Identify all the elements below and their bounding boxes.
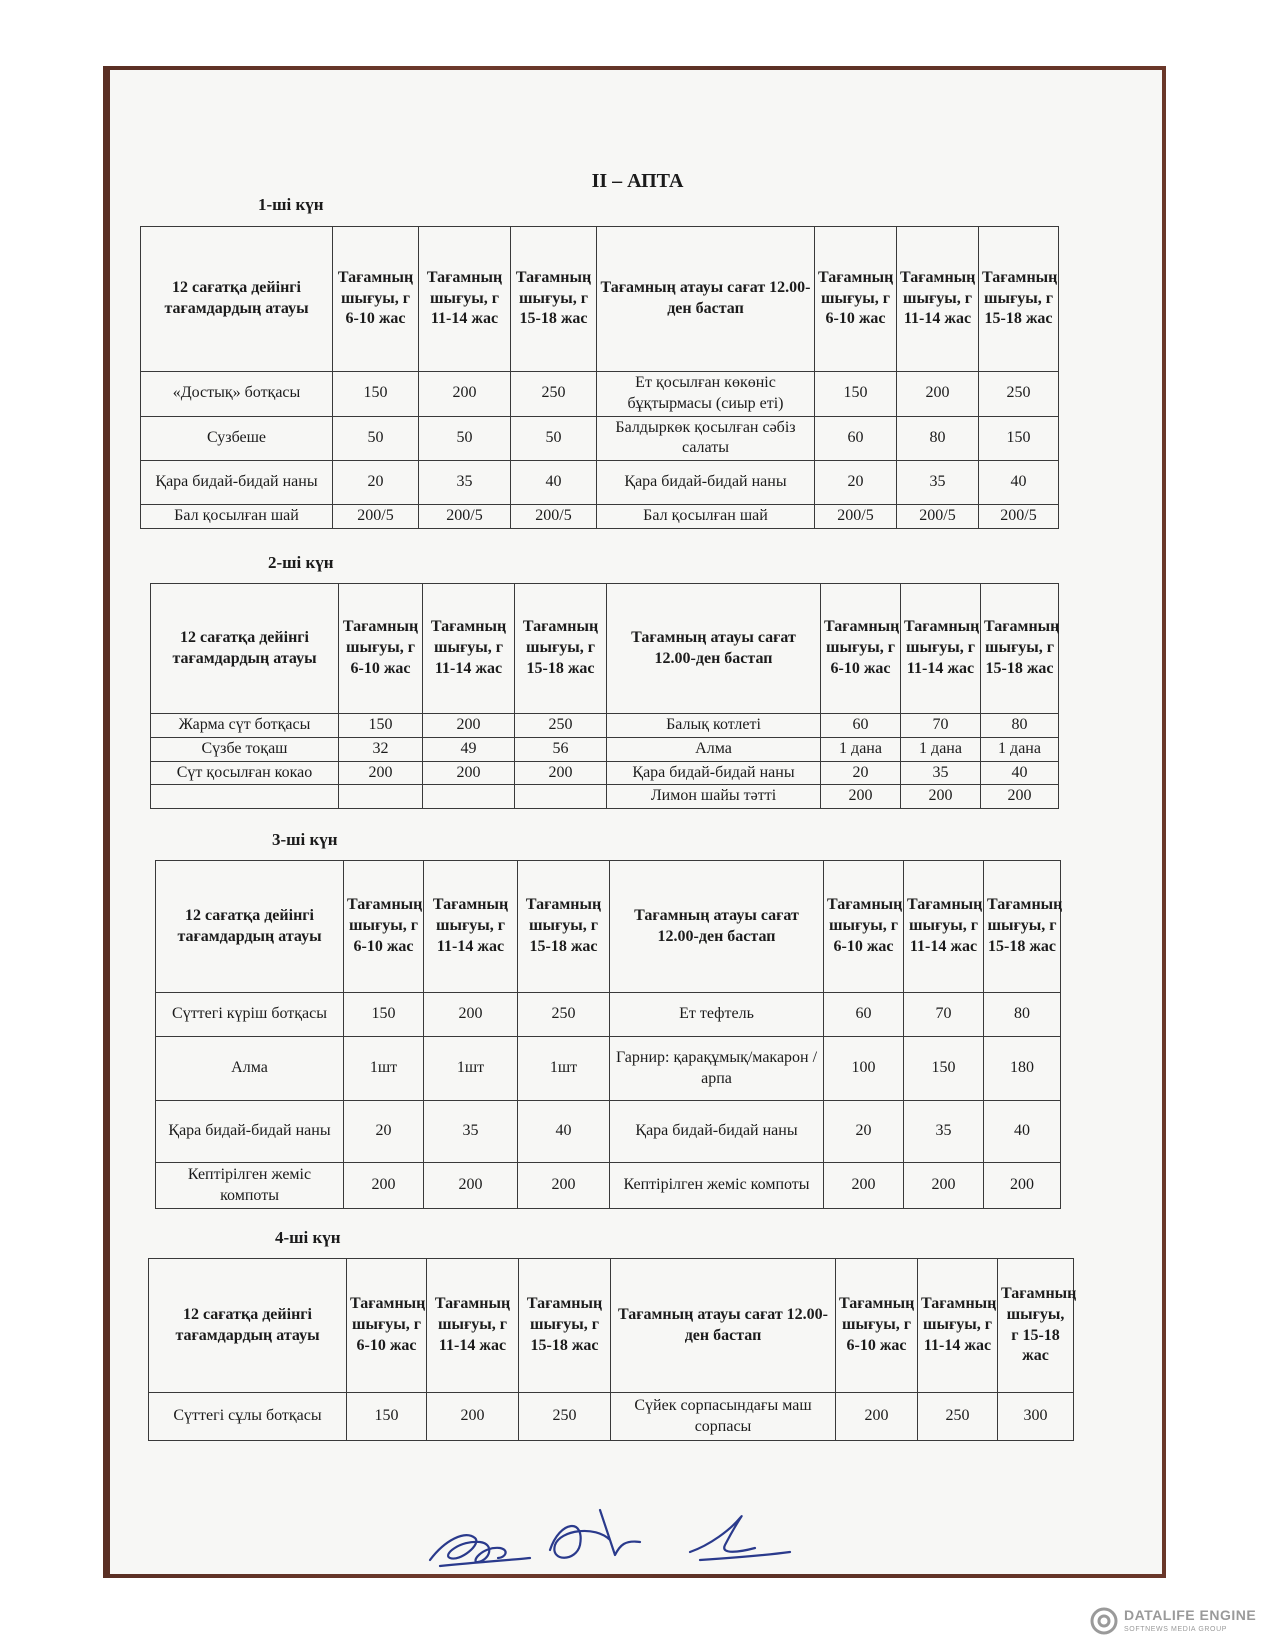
portion-6-10: 1шт [344,1037,424,1101]
table-row [149,1393,1074,1441]
header-after-noon: Тағамның атауы сағат 12.00-ден бастап [610,861,824,993]
portion-11-14: 150 [904,1037,984,1101]
meal-name: «Достық» ботқасы [141,372,333,417]
table-row [151,761,1059,785]
meal-name: Бал қосылған шай [141,505,333,529]
portion-6-10 [339,785,423,809]
table-header-row [151,584,1059,714]
signatures [420,1500,840,1580]
portion-11-14: 200 [423,761,515,785]
table-header-row [156,861,1061,993]
header-before-noon: 12 сағатқа дейінгі тағамдардың атауы [151,584,339,714]
header-15-18: Тағамның шығуы, г 15-18 жас [515,584,607,714]
meal-name: Кептірілген жеміс компоты [156,1163,344,1209]
table-row [151,737,1059,761]
header-15-18: Тағамның шығуы, г 15-18 жас [981,584,1059,714]
table-row [141,461,1059,505]
meal-name: Қара бидай-бидай наны [607,761,821,785]
portion-15-18: 40 [981,761,1059,785]
menu-table-day-1 [140,226,1059,529]
signature-2 [550,1510,640,1558]
portion-15-18: 80 [984,993,1061,1037]
portion-11-14: 80 [897,416,979,461]
portion-15-18: 56 [515,737,607,761]
portion-11-14: 200 [424,1163,518,1209]
meal-name [151,785,339,809]
portion-11-14: 200 [904,1163,984,1209]
header-after-noon: Тағамның атауы сағат 12.00-ден бастап [611,1259,836,1393]
meal-name: Жарма сүт ботқасы [151,714,339,738]
datalife-logo-icon [1090,1607,1118,1635]
day-label: 1-ші күн [258,195,324,214]
portion-15-18 [515,785,607,809]
portion-15-18: 40 [518,1101,610,1163]
table-row [151,714,1059,738]
portion-11-14: 70 [901,714,981,738]
portion-11-14: 250 [918,1393,998,1441]
table-row [141,372,1059,417]
portion-15-18: 300 [998,1393,1074,1441]
portion-15-18: 250 [515,714,607,738]
table-row [156,1037,1061,1101]
table-header-row [149,1259,1074,1393]
menu-table-day-3 [155,860,1061,1209]
portion-6-10: 150 [339,714,423,738]
portion-11-14: 49 [423,737,515,761]
header-6-10: Тағамның шығуы, г 6-10 жас [347,1259,427,1393]
day-label: 2-ші күн [268,553,334,572]
portion-11-14: 200 [424,993,518,1037]
portion-15-18: 50 [511,416,597,461]
portion-6-10: 20 [815,461,897,505]
meal-name: Сүттегі сұлы ботқасы [149,1393,347,1441]
header-15-18: Тағамның шығуы, г 15-18 жас [998,1259,1074,1393]
portion-11-14: 35 [897,461,979,505]
portion-15-18: 200/5 [511,505,597,529]
portion-15-18: 250 [518,993,610,1037]
day-label: 3-ші күн [272,830,338,849]
portion-11-14: 70 [904,993,984,1037]
header-6-10: Тағамның шығуы, г 6-10 жас [344,861,424,993]
meal-name: Сүттегі күріш ботқасы [156,993,344,1037]
meal-name: Сузбеше [141,416,333,461]
portion-6-10: 32 [339,737,423,761]
header-11-14: Тағамның шығуы, г 11-14 жас [904,861,984,993]
meal-name: Кептірілген жеміс компоты [610,1163,824,1209]
portion-6-10: 200 [836,1393,918,1441]
meal-name: Гарнир: қарақұмық/макарон / арпа [610,1037,824,1101]
portion-6-10: 50 [333,416,419,461]
portion-15-18: 200/5 [979,505,1059,529]
header-15-18: Тағамның шығуы, г 15-18 жас [518,861,610,993]
portion-15-18: 250 [519,1393,611,1441]
table-row [156,993,1061,1037]
portion-11-14: 1 дана [901,737,981,761]
meal-name: Қара бидай-бидай наны [610,1101,824,1163]
portion-6-10: 200 [821,785,901,809]
header-15-18: Тағамның шығуы, г 15-18 жас [979,227,1059,372]
header-11-14: Тағамның шығуы, г 11-14 жас [427,1259,519,1393]
portion-11-14: 1шт [424,1037,518,1101]
portion-6-10: 60 [824,993,904,1037]
page-title: II – АПТА [591,170,684,192]
portion-6-10: 150 [347,1393,427,1441]
portion-11-14: 200 [419,372,511,417]
meal-name: Қара бидай-бидай наны [156,1101,344,1163]
portion-15-18: 150 [979,416,1059,461]
meal-name: Ет қосылған көкөніс бұқтырмасы (сиыр еті) [597,372,815,417]
portion-11-14: 200 [901,785,981,809]
meal-name: Қара бидай-бидай наны [141,461,333,505]
table-row [151,785,1059,809]
meal-name: Балық котлеті [607,714,821,738]
meal-name: Сүт қосылған кокао [151,761,339,785]
portion-11-14: 35 [904,1101,984,1163]
meal-name: Балдыркөк қосылған сәбіз салаты [597,416,815,461]
header-after-noon: Тағамның атауы сағат 12.00-ден бастап [607,584,821,714]
portion-6-10: 150 [344,993,424,1037]
header-11-14: Тағамның шығуы, г 11-14 жас [423,584,515,714]
portion-6-10: 200/5 [815,505,897,529]
portion-6-10: 20 [344,1101,424,1163]
header-11-14: Тағамның шығуы, г 11-14 жас [897,227,979,372]
portion-11-14: 200 [423,714,515,738]
portion-11-14: 35 [419,461,511,505]
header-15-18: Тағамның шығуы, г 15-18 жас [519,1259,611,1393]
portion-6-10: 150 [815,372,897,417]
header-6-10: Тағамның шығуы, г 6-10 жас [821,584,901,714]
portion-6-10: 20 [821,761,901,785]
meal-name: Бал қосылған шай [597,505,815,529]
header-before-noon: 12 сағатқа дейінгі тағамдардың атауы [141,227,333,372]
table-row [156,1163,1061,1209]
portion-11-14: 200/5 [419,505,511,529]
header-11-14: Тағамның шығуы, г 11-14 жас [918,1259,998,1393]
portion-15-18: 200 [515,761,607,785]
portion-6-10: 200 [824,1163,904,1209]
portion-6-10: 20 [824,1101,904,1163]
meal-name: Ет тефтель [610,993,824,1037]
portion-6-10: 60 [821,714,901,738]
portion-15-18: 40 [511,461,597,505]
watermark [1090,1605,1260,1641]
menu-table-day-4 [148,1258,1077,1441]
header-6-10: Тағамның шығуы, г 6-10 жас [824,861,904,993]
table-row [141,505,1059,529]
header-6-10: Тағамның шығуы, г 6-10 жас [333,227,419,372]
header-11-14: Тағамның шығуы, г 11-14 жас [424,861,518,993]
portion-6-10: 150 [333,372,419,417]
portion-11-14 [423,785,515,809]
table-row [156,1101,1061,1163]
meal-name: Алма [607,737,821,761]
portion-15-18: 250 [511,372,597,417]
meal-name: Лимон шайы тәтті [607,785,821,809]
meal-name: Алма [156,1037,344,1101]
portion-6-10: 200/5 [333,505,419,529]
header-11-14: Тағамның шығуы, г 11-14 жас [901,584,981,714]
day-label: 4-ші күн [275,1228,341,1247]
portion-11-14: 35 [424,1101,518,1163]
header-6-10: Тағамның шығуы, г 6-10 жас [836,1259,918,1393]
portion-15-18: 80 [981,714,1059,738]
header-6-10: Тағамның шығуы, г 6-10 жас [339,584,423,714]
header-11-14: Тағамның шығуы, г 11-14 жас [419,227,511,372]
header-before-noon: 12 сағатқа дейінгі тағамдардың атауы [156,861,344,993]
portion-15-18: 40 [984,1101,1061,1163]
portion-6-10: 200 [344,1163,424,1209]
portion-15-18: 200 [518,1163,610,1209]
table-header-row [141,227,1059,372]
portion-11-14: 50 [419,416,511,461]
table-row [141,416,1059,461]
portion-11-14: 200/5 [897,505,979,529]
portion-6-10: 60 [815,416,897,461]
header-after-noon: Тағамның атауы сағат 12.00-ден бастап [597,227,815,372]
meal-name: Сүйек сорпасындағы маш сорпасы [611,1393,836,1441]
signature-3 [690,1516,790,1560]
portion-15-18: 40 [979,461,1059,505]
portion-15-18: 1шт [518,1037,610,1101]
portion-15-18: 1 дана [981,737,1059,761]
portion-11-14: 200 [427,1393,519,1441]
meal-name: Қара бидай-бидай наны [597,461,815,505]
menu-table-day-2 [150,583,1059,809]
signature-1 [430,1535,506,1562]
portion-6-10: 1 дана [821,737,901,761]
portion-15-18: 250 [979,372,1059,417]
header-6-10: Тағамның шығуы, г 6-10 жас [815,227,897,372]
header-15-18: Тағамның шығуы, г 15-18 жас [511,227,597,372]
portion-11-14: 200 [897,372,979,417]
portion-15-18: 200 [981,785,1059,809]
portion-6-10: 20 [333,461,419,505]
portion-15-18: 200 [984,1163,1061,1209]
portion-15-18: 180 [984,1037,1061,1101]
meal-name: Сүзбе тоқаш [151,737,339,761]
watermark-sub: SOFTNEWS MEDIA GROUP [1124,1626,1228,1633]
header-15-18: Тағамның шығуы, г 15-18 жас [984,861,1061,993]
watermark-brand: DATALIFE ENGINE [1124,1607,1257,1623]
portion-11-14: 35 [901,761,981,785]
portion-6-10: 200 [339,761,423,785]
header-before-noon: 12 сағатқа дейінгі тағамдардың атауы [149,1259,347,1393]
portion-6-10: 100 [824,1037,904,1101]
